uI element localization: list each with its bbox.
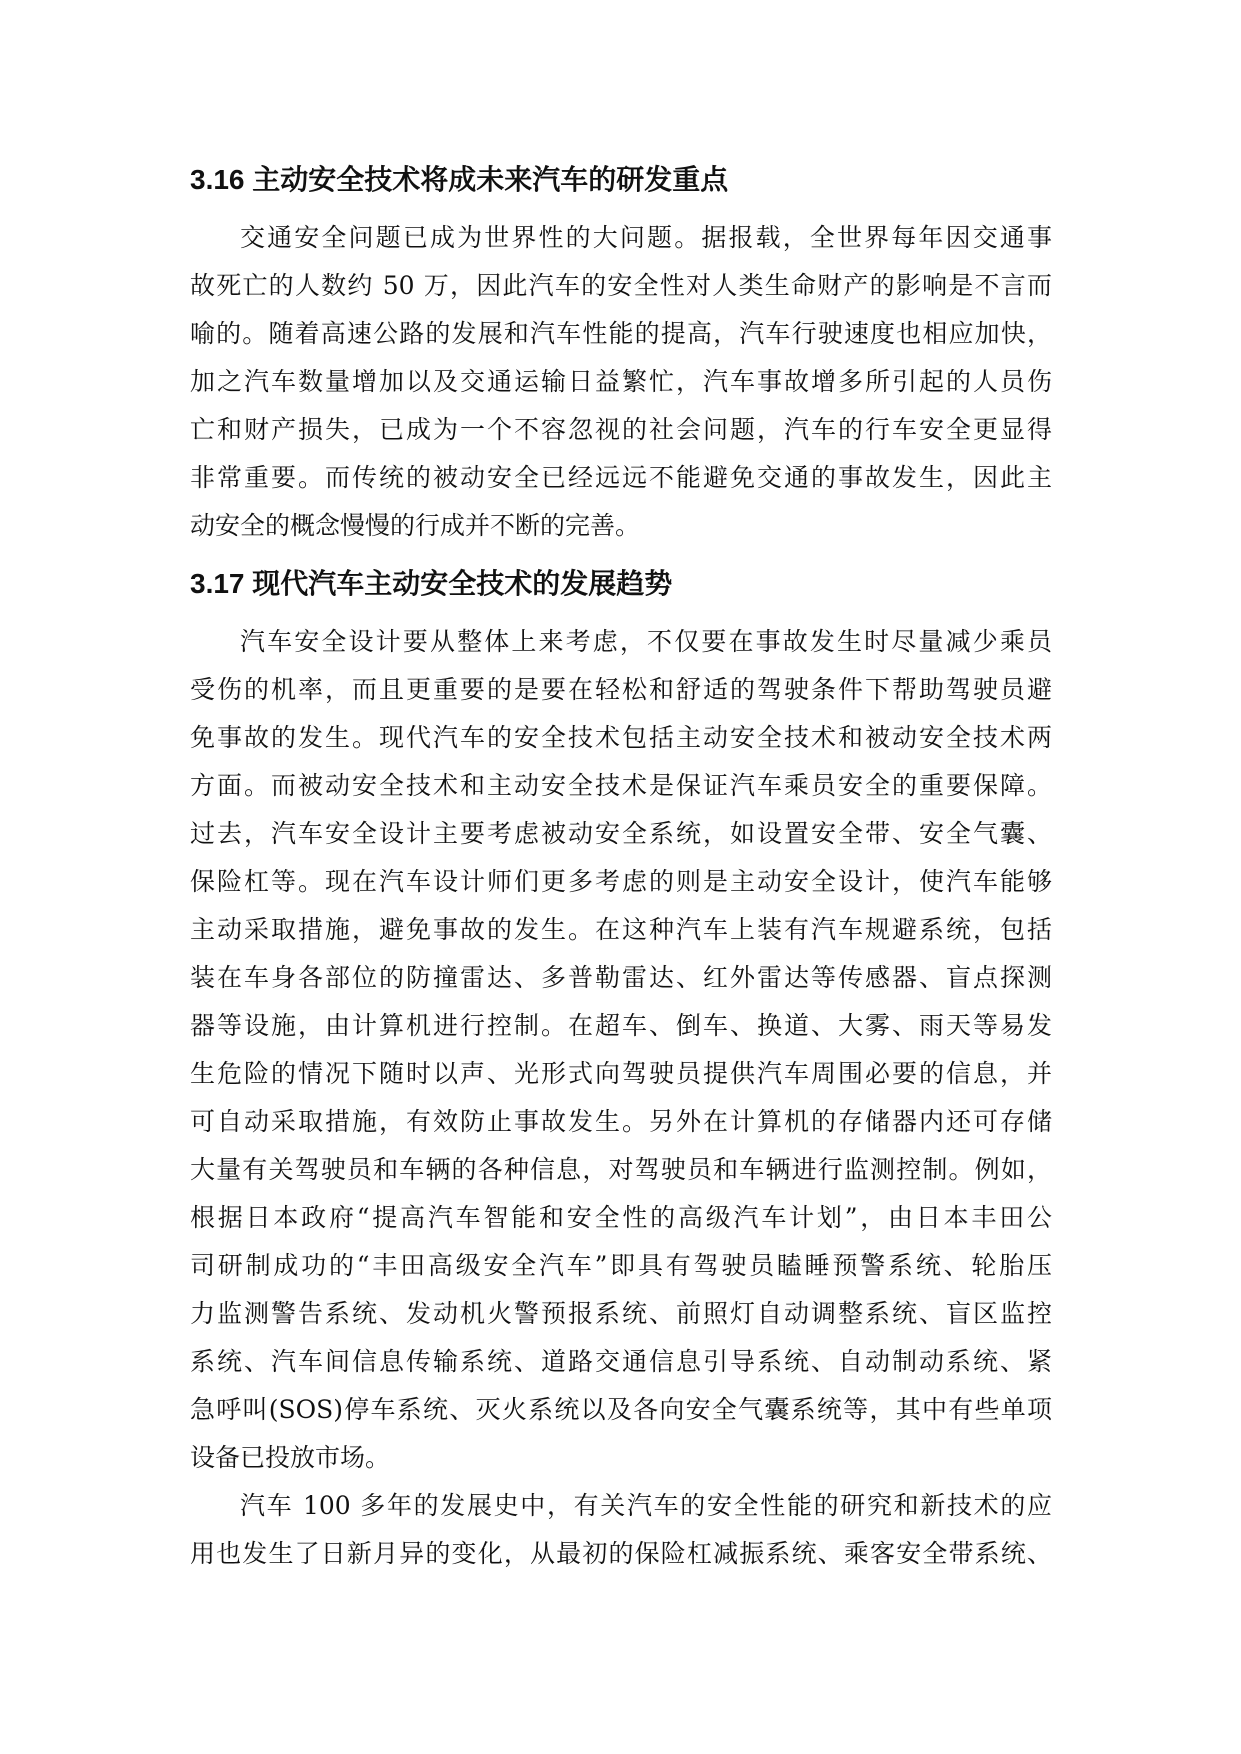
paragraph-3-16-1 xyxy=(190,214,1052,550)
text-line: 保险杠等。现在汽车设计师们更多考虑的则是主动安全设计，使汽车能够 xyxy=(190,867,1052,896)
text-line: 过去，汽车安全设计主要考虑被动安全系统，如设置安全带、安全气囊、 xyxy=(190,819,1052,848)
text-line: 生危险的情况下随时以声、光形式向驾驶员提供汽车周围必要的信息，并 xyxy=(190,1059,1052,1088)
text-line: 装在车身各部位的防撞雷达、多普勒雷达、红外雷达等传感器、盲点探测 xyxy=(190,963,1052,992)
text-line: 免事故的发生。现代汽车的安全技术包括主动安全技术和被动安全技术两 xyxy=(190,723,1052,752)
text-line: 设备已投放市场。 xyxy=(190,1443,391,1472)
spacer xyxy=(190,604,1052,618)
text-line: 方面。而被动安全技术和主动安全技术是保证汽车乘员安全的重要保障。 xyxy=(190,771,1052,800)
text-line: 大量有关驾驶员和车辆的各种信息，对驾驶员和车辆进行监测控制。例如， xyxy=(190,1155,1052,1184)
text-line: 用也发生了日新月异的变化，从最初的保险杠减振系统、乘客安全带系统、 xyxy=(190,1539,1052,1568)
text-line: 故死亡的人数约 50 万，因此汽车的安全性对人类生命财产的影响是不言而 xyxy=(190,271,1052,300)
spacer xyxy=(190,550,1052,564)
text-line: 力监测警告系统、发动机火警预报系统、前照灯自动调整系统、盲区监控 xyxy=(190,1299,1052,1328)
text-line: 动安全的概念慢慢的行成并不断的完善。 xyxy=(190,511,641,540)
text-line: 可自动采取措施，有效防止事故发生。另外在计算机的存储器内还可存储 xyxy=(190,1107,1052,1136)
text-line: 汽车 100 多年的发展史中，有关汽车的安全性能的研究和新技术的应 xyxy=(240,1491,1052,1520)
section-heading-3-16: 3.16 主动安全技术将成未来汽车的研发重点 xyxy=(190,164,729,195)
text-line: 交通安全问题已成为世界性的大问题。据报载，全世界每年因交通事 xyxy=(240,223,1052,252)
text-line: 非常重要。而传统的被动安全已经远远不能避免交通的事故发生，因此主 xyxy=(190,463,1052,492)
text-line: 汽车安全设计要从整体上来考虑，不仅要在事故发生时尽量减少乘员 xyxy=(240,627,1052,656)
text-line: 加之汽车数量增加以及交通运输日益繁忙，汽车事故增多所引起的人员伤 xyxy=(190,367,1052,396)
text-line: 喻的。随着高速公路的发展和汽车性能的提高，汽车行驶速度也相应加快， xyxy=(190,319,1052,348)
text-line: 急呼叫(SOS)停车系统、灭火系统以及各向安全气囊系统等，其中有些单项 xyxy=(190,1395,1052,1424)
document-body xyxy=(190,160,1052,1578)
text-line: 亡和财产损失，已成为一个不容忽视的社会问题，汽车的行车安全更显得 xyxy=(190,415,1052,444)
spacer xyxy=(190,200,1052,214)
text-line: 司研制成功的“丰田高级安全汽车”即具有驾驶员瞌睡预警系统、轮胎压 xyxy=(190,1251,1052,1280)
text-line: 受伤的机率，而且更重要的是要在轻松和舒适的驾驶条件下帮助驾驶员避 xyxy=(190,675,1052,704)
text-line: 根据日本政府“提高汽车智能和安全性的高级汽车计划”，由日本丰田公 xyxy=(190,1203,1052,1232)
section-heading-3-17: 3.17 现代汽车主动安全技术的发展趋势 xyxy=(190,568,673,599)
text-line: 主动采取措施，避免事故的发生。在这种汽车上装有汽车规避系统，包括 xyxy=(190,915,1052,944)
text-line: 器等设施，由计算机进行控制。在超车、倒车、换道、大雾、雨天等易发 xyxy=(190,1011,1052,1040)
paragraph-3-17-1 xyxy=(190,618,1052,1482)
paragraph-3-17-2 xyxy=(190,1482,1052,1578)
text-line: 系统、汽车间信息传输系统、道路交通信息引导系统、自动制动系统、紧 xyxy=(190,1347,1052,1376)
